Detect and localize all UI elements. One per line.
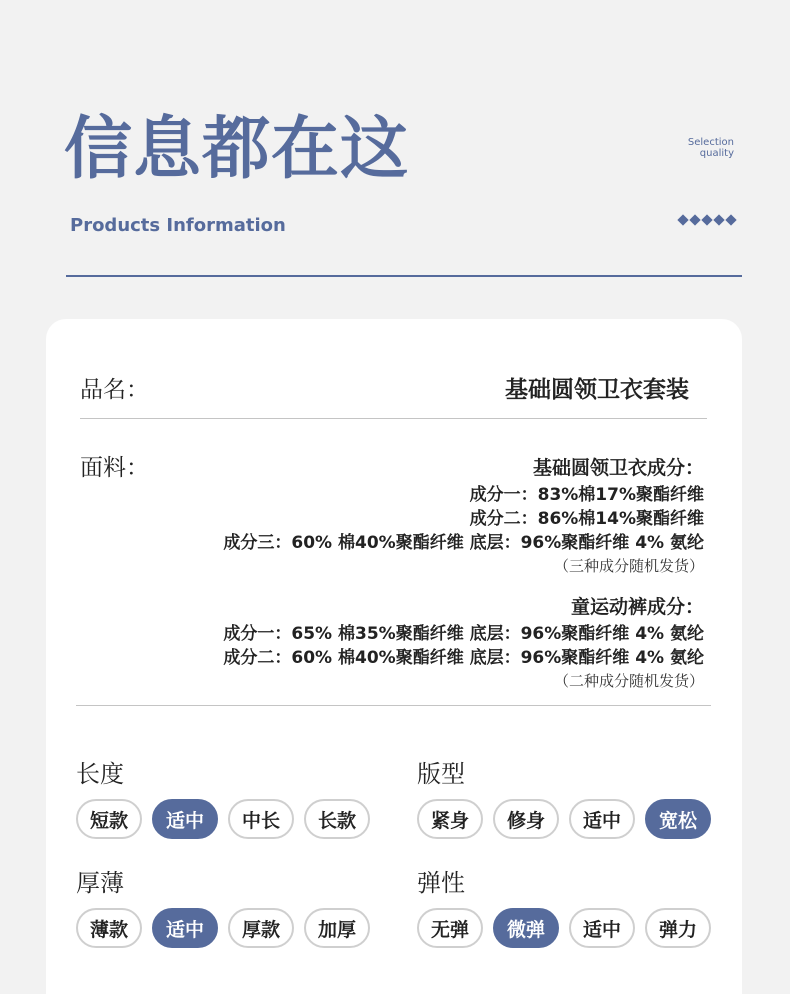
diamond-ornament (678, 216, 735, 224)
fabric-line: 成分一：65% 棉35%聚酯纤维 底层：96%聚酯纤维 4% 氨纶 (223, 624, 704, 644)
page-title: 信息都在这 (64, 110, 410, 189)
length-option[interactable]: 长款 (304, 799, 370, 839)
fit-option[interactable]: 宽松 (645, 799, 711, 839)
fit-option[interactable]: 修身 (493, 799, 559, 839)
diamond-icon (689, 214, 700, 225)
fabric-line: 成分一：83%棉17%聚酯纤维 (469, 485, 704, 505)
attr-fit-options (417, 799, 711, 839)
fabric-label: 面料： (80, 455, 149, 481)
attr-length-options (76, 799, 370, 839)
elasticity-option[interactable]: 适中 (569, 908, 635, 948)
divider (76, 705, 711, 706)
thickness-option[interactable]: 加厚 (304, 908, 370, 948)
diamond-icon (725, 214, 736, 225)
attr-fit-title: 版型 (417, 760, 465, 788)
fabric-line: 成分二：86%棉14%聚酯纤维 (469, 509, 704, 529)
tag-line-selection: Selection (687, 137, 734, 148)
elasticity-option[interactable]: 微弹 (493, 908, 559, 948)
info-card (46, 319, 742, 994)
selection-quality-tag (688, 137, 734, 159)
product-name-label: 品名： (80, 377, 149, 403)
elasticity-option[interactable]: 弹力 (645, 908, 711, 948)
elasticity-option[interactable]: 无弹 (417, 908, 483, 948)
attr-elasticity (417, 868, 711, 948)
length-option[interactable]: 适中 (152, 799, 218, 839)
tag-line-quality: quality (699, 148, 734, 159)
attr-elasticity-title: 弹性 (417, 869, 465, 897)
fabric-note: （三种成分随机发货） (553, 557, 704, 575)
fabric-bottom-heading: 童运动裤成分： (570, 596, 704, 618)
attr-length (76, 759, 370, 839)
attr-thickness (76, 868, 370, 948)
attr-length-title: 长度 (76, 760, 124, 788)
product-name-value: 基础圆领卫衣套装 (505, 377, 689, 403)
fit-option[interactable]: 紧身 (417, 799, 483, 839)
thickness-option[interactable]: 薄款 (76, 908, 142, 948)
fabric-top-block (223, 453, 704, 577)
attr-thickness-options (76, 908, 370, 948)
fabric-note: （二种成分随机发货） (553, 672, 704, 690)
fabric-line: 成分三：60% 棉40%聚酯纤维 底层：96%聚酯纤维 4% 氨纶 (223, 533, 704, 553)
thickness-option[interactable]: 厚款 (228, 908, 294, 948)
fit-option[interactable]: 适中 (569, 799, 635, 839)
fabric-top-heading: 基础圆领卫衣成分： (532, 457, 704, 479)
page-subtitle: Products Information (70, 215, 286, 236)
attr-thickness-title: 厚薄 (76, 869, 124, 897)
diamond-icon (701, 214, 712, 225)
length-option[interactable]: 短款 (76, 799, 142, 839)
thickness-option[interactable]: 适中 (152, 908, 218, 948)
length-option[interactable]: 中长 (228, 799, 294, 839)
fabric-line: 成分二：60% 棉40%聚酯纤维 底层：96%聚酯纤维 4% 氨纶 (223, 648, 704, 668)
diamond-icon (677, 214, 688, 225)
diamond-icon (713, 214, 724, 225)
attr-elasticity-options (417, 908, 711, 948)
attr-fit (417, 759, 711, 839)
divider (80, 418, 707, 419)
header-divider (66, 275, 742, 277)
fabric-bottom-block (223, 592, 704, 692)
